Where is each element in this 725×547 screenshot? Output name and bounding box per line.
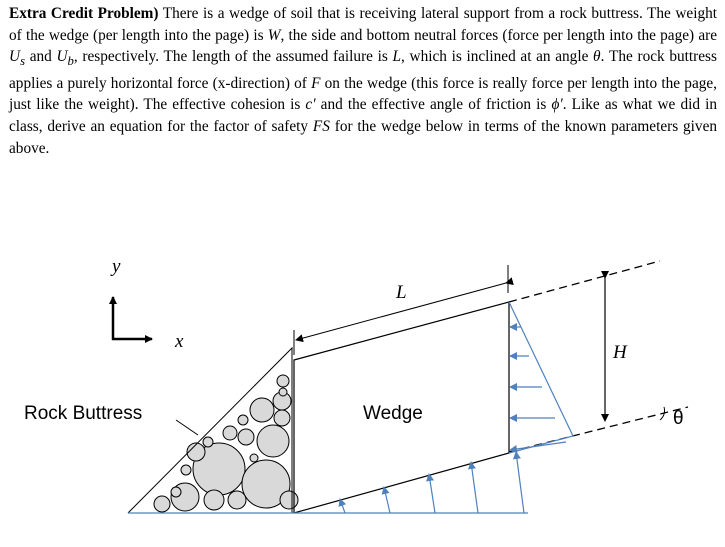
text-run: . The rock buttress applies a purely horizontal force (x-direction) of — [9, 48, 717, 92]
label-H: H — [613, 342, 627, 363]
bottom-pressure-arrows — [340, 452, 524, 513]
axis-x-label: x — [175, 331, 184, 352]
symbol-Ub: U — [56, 48, 68, 66]
text-run: . Like as what we did in class, derive an equation for the factor of safety — [9, 96, 717, 136]
text-run: , the side and bottom neutral forces (force per length into the page) are — [280, 26, 717, 44]
symbol-phi: ϕ′ — [551, 96, 563, 114]
rock-buttress-boulders — [154, 375, 298, 512]
rock-buttress-leader — [176, 420, 198, 435]
symbol-Us: U — [9, 48, 21, 66]
symbol-Ub-sub: b — [67, 54, 74, 69]
symbol-W: W — [267, 26, 281, 44]
text-run: on the wedge (this force is really force per length into the page, just like the weight). The effective cohesion is — [9, 74, 717, 114]
text-run: for the wedge below in terms of the known parameters given above. — [9, 118, 718, 157]
side-pressure-outline — [509, 302, 573, 453]
label-L: L — [396, 282, 407, 303]
symbol-L: L — [392, 48, 402, 66]
axis-y-label: y — [112, 256, 121, 277]
text-run: , which is inclined at an angle — [401, 48, 594, 66]
label-rock-buttress: Rock Buttress — [24, 403, 143, 424]
text-run: and the effective angle of friction is — [315, 96, 552, 114]
label-theta: θ — [673, 408, 684, 429]
text-run: and — [25, 48, 57, 66]
symbol-Us-sub: s — [20, 54, 26, 69]
label-wedge: Wedge — [363, 403, 423, 424]
symbol-c: c′ — [305, 96, 316, 114]
dashed-surface-line — [509, 261, 660, 302]
axes-icon — [112, 297, 152, 340]
symbol-FS: FS — [312, 118, 330, 136]
symbol-F: F — [311, 74, 321, 92]
side-pressure-arrows — [510, 327, 566, 450]
text-run: , respectively. The length of the assumed failure is — [73, 48, 393, 66]
text-run: There is a wedge of soil that is receiving lateral support from a rock buttress. The weight of the wedge (per length into the page) is — [9, 5, 717, 44]
symbol-theta: θ — [593, 48, 601, 66]
problem-lead: Extra Credit Problem) — [9, 5, 159, 22]
